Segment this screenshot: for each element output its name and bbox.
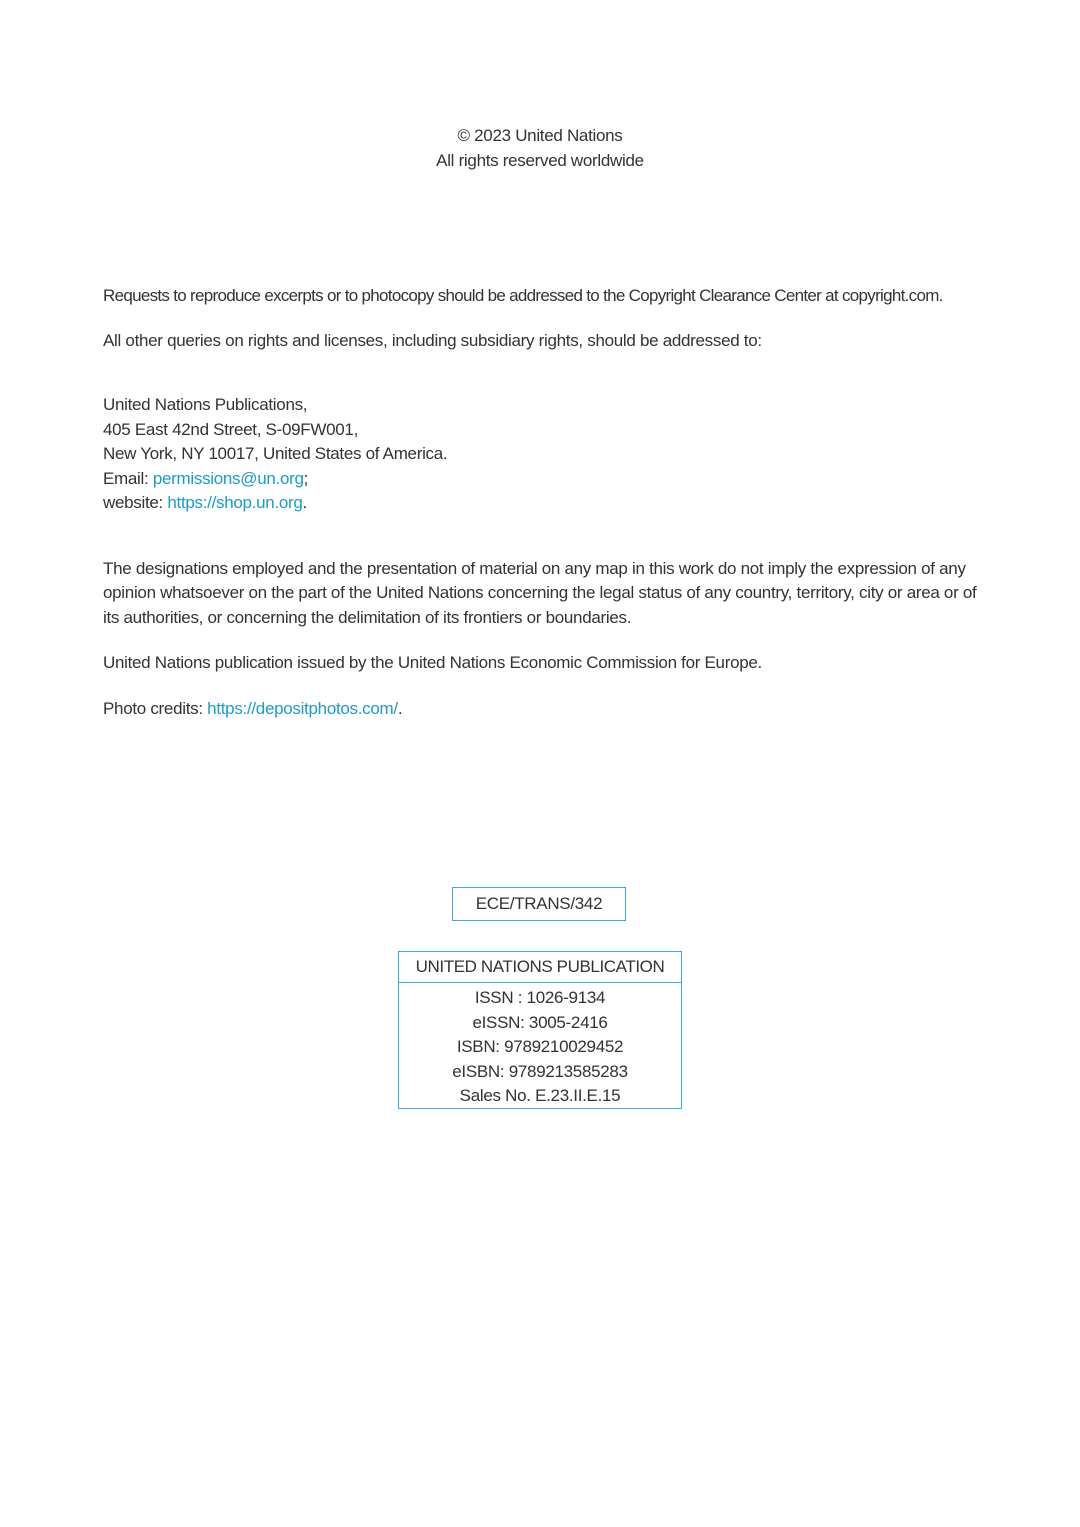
copyright-notice: © 2023 United Nations (457, 126, 623, 145)
address-line-3: New York, NY 10017, United States of America. (103, 444, 448, 463)
isbn: ISBN: 9789210029452 (456, 1037, 624, 1056)
rights-queries: All other queries on rights and licenses, including subsidiary rights, should be addressed to: (103, 330, 762, 350)
reproduction-requests: Requests to reproduce excerpts or to photocopy should be addressed to the Copyright Clearance Center at copyright.com. (103, 286, 943, 305)
issn: ISSN : 1026-9134 (474, 988, 606, 1007)
eissn: eISSN: 3005-2416 (472, 1012, 608, 1032)
website-link[interactable]: https://shop.un.org (167, 493, 303, 512)
document-code: ECE/TRANS/342 (475, 894, 603, 913)
email-link[interactable]: permissions@un.org (152, 468, 304, 488)
website-line (103, 491, 983, 516)
designations-disclaimer: The designations employed and the presentation of material on any map in this work do not imply the expression of any opinion whatsoever on the part of the United Nations concerning the legal status of any country, territory, city or area or of its authorities, or concerning the delimitation of its frontiers or boundaries. (103, 558, 977, 627)
address-line-1: United Nations Publications, (103, 395, 308, 414)
email-suffix: ; (303, 468, 309, 488)
photo-credits-suffix: . (397, 698, 403, 718)
publication-issuer: United Nations publication issued by the United Nations Economic Commission for Europe. (103, 653, 762, 672)
email-label: Email: (103, 468, 153, 488)
publication-identifiers (399, 983, 681, 1109)
document-code-box (452, 887, 626, 921)
copyright-block (0, 124, 1080, 173)
email-line (103, 467, 983, 492)
website-label: website: (103, 493, 168, 512)
publication-title: UNITED NATIONS PUBLICATION (399, 952, 681, 983)
main-content (103, 284, 983, 721)
address-line-2: 405 East 42nd Street, S-09FW001, (103, 419, 358, 439)
photo-credits (103, 697, 983, 722)
eisbn: eISBN: 9789213585283 (452, 1061, 628, 1081)
rights-reserved: All rights reserved worldwide (436, 150, 644, 170)
website-suffix: . (302, 493, 307, 512)
photo-credits-link[interactable]: https://depositphotos.com/ (207, 698, 398, 718)
photo-credits-label: Photo credits: (103, 698, 208, 718)
postal-address (103, 393, 983, 516)
publication-info-box (398, 951, 682, 1109)
sales-number: Sales No. E.23.II.E.15 (459, 1086, 621, 1105)
